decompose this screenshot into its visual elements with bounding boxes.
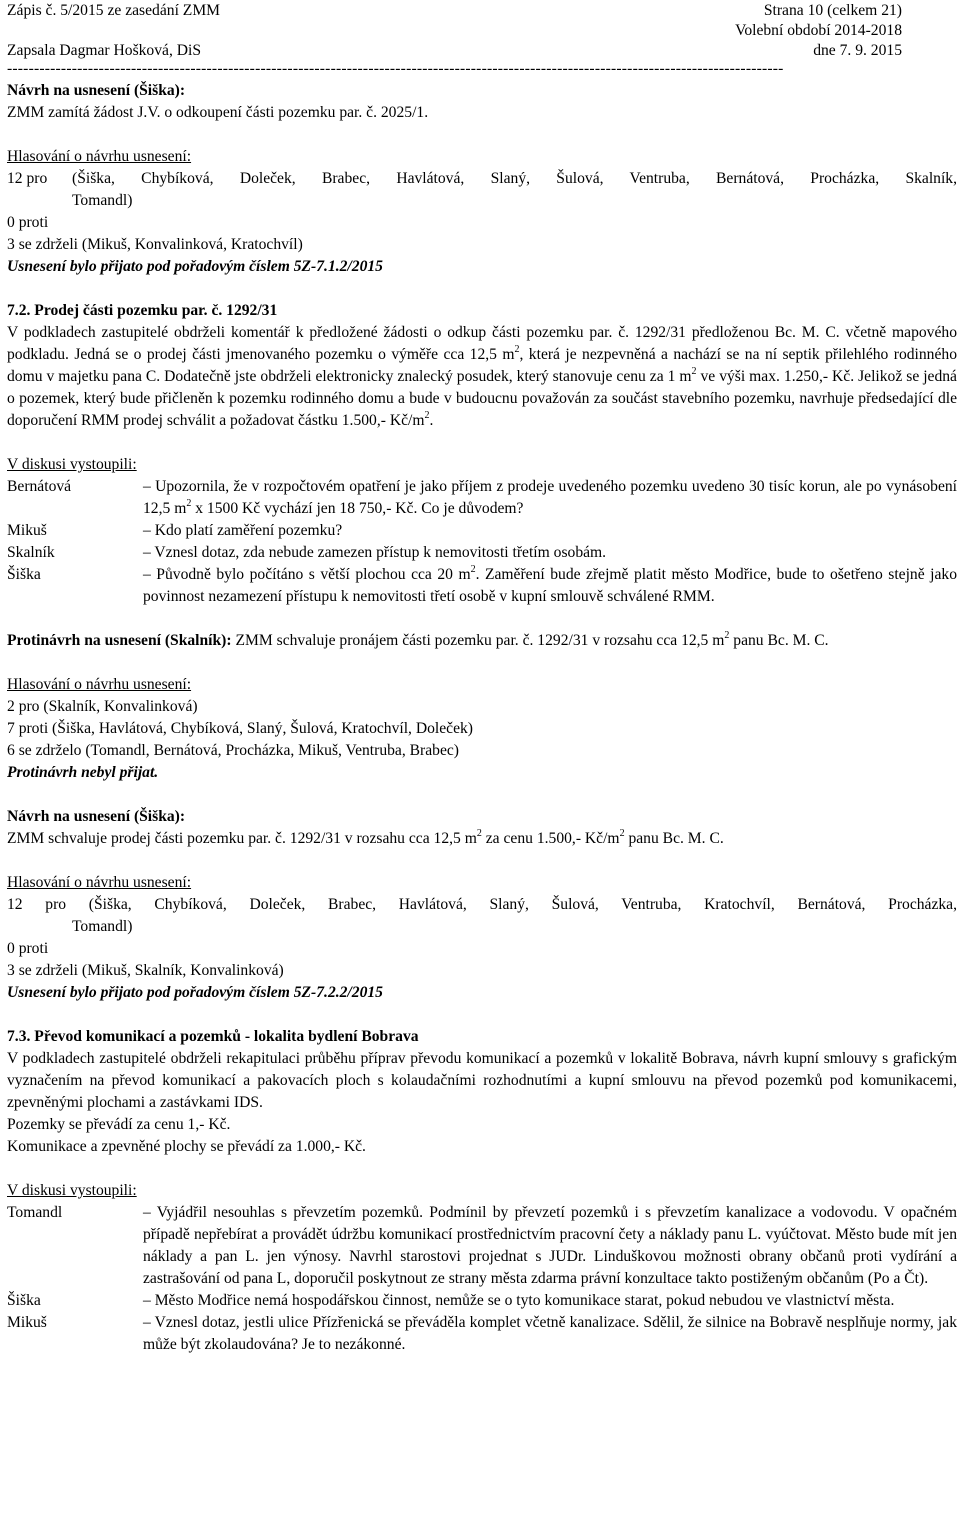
discussion-item (7, 1290, 957, 1312)
counter-proposal: Protinávrh na usnesení (Skalník): ZMM schvaluje pronájem části pozemku par. č. 1292/31 v rozsahu cca 12,5 $m^2$ panu Bc. M. C. (7, 629, 829, 649)
section-heading-7-3: 7.3. Převod komunikací a pozemků - lokalita bydlení Bobrava (7, 1028, 419, 1045)
vote-for-names: (Šiška, Chybíková, Doleček, Brabec, Havlátová, Slaný, Šulová, Ventruba, Bernátová, Procházka, Skalník, (72, 170, 957, 187)
speaker-name: Šiška (7, 566, 41, 583)
speaker-text: – Vznesl dotaz, zda nebude zamezen přístup k nemovitosti třetím osobám. (143, 544, 607, 561)
date: dne 7. 9. 2015 (813, 42, 902, 59)
section-heading-7-2: 7.2. Prodej části pozemku par. č. 1292/31 (7, 302, 278, 319)
discussion-item (7, 520, 957, 542)
election-period: Volební období 2014-2018 (735, 22, 902, 39)
discussion-heading: V diskusi vystoupili: (7, 1182, 137, 1199)
section-7-2-paragraph: V podkladech zastupitelé obdrželi komentář k předložené žádosti o odkup části pozemku par. č. 1292/31 předloženou Bc. M. C. včetně mapového podkladu. Jedná se o prodej části jmenovaného pozemku o výměře cca 12,5 $m^2$, která je nezpevněná a nachází se na ní septik přilehlého rodinného domu v majetku pana C. Dodatečně jste obdrželi elektronicky znalecký posudek, který stanovuje cenu za 1 $m^2$ ve výši max. 1.250,- Kč. Jelikož se jedná o pozemek, který bude přičleněn k pozemku rodinného domu a bude v budoucnu považován za součást stavebního pozemku, navrhuje předsedající dle doporučení RMM prodej schválit a požadovat částku 1.500,- $Kč/m^2$. (7, 324, 957, 429)
speaker-name: Mikuš (7, 1314, 47, 1331)
discussion-item (7, 1312, 957, 1356)
discussion-item (7, 1202, 957, 1290)
header-row-1 (7, 0, 957, 22)
counter-proposal-result: Protinávrh nebyl přijat. (7, 764, 159, 781)
proposal-heading: Návrh na usnesení (Šiška): (7, 82, 186, 99)
discussion-heading: V diskusi vystoupili: (7, 456, 137, 473)
section-7-3-price-roads: Komunikace a zpevněné plochy se převádí za 1.000,- Kč. (7, 1138, 366, 1155)
section-7-3-price-land: Pozemky se převádí za cenu 1,- Kč. (7, 1116, 231, 1133)
vote-against: 7 proti (Šiška, Havlátová, Chybíková, Slaný, Šulová, Kratochvíl, Doleček) (7, 720, 473, 737)
vote-heading: Hlasování o návrhu usnesení: (7, 676, 192, 693)
document-page (7, 0, 957, 1356)
vote-heading: Hlasování o návrhu usnesení: (7, 874, 192, 891)
header-divider: ------------------------------------------------------------------------------------------------------------------------------------------------ (7, 62, 784, 77)
document-title: Zápis č. 5/2015 ze zasedání ZMM (7, 2, 221, 19)
speaker-name: Tomandl (7, 1204, 63, 1221)
proposal-heading: Návrh na usnesení (Šiška): (7, 808, 186, 825)
vote-for-count: 12 pro (7, 170, 48, 187)
resolution: Usnesení bylo přijato pod pořadovým číslem 5Z-7.1.2/2015 (7, 258, 383, 275)
speaker-name: Bernátová (7, 478, 72, 495)
vote-against: 0 proti (7, 940, 49, 957)
speaker-text: – Město Modřice nemá hospodářskou činnost, nemůže se o tyto komunikace starat, pokud nebudou ve vlastnictví města. (143, 1292, 895, 1309)
author: Zapsala Dagmar Hošková, DiS (7, 42, 202, 59)
speaker-name: Skalník (7, 544, 55, 561)
discussion-item (7, 564, 957, 608)
counter-proposal-heading: Protinávrh na usnesení (Skalník): (7, 632, 232, 649)
speaker-name: Mikuš (7, 522, 47, 539)
speaker-text: – Původně bylo počítáno s větší plochou cca 20 $m^2$. Zaměření bude zřejmě platit město Modřice, bude to ošetřeno stejně jako povinnost nezamezení přístupu k nemovitosti třetí osobě v kupní smlouvě schválené RMM. (143, 563, 958, 605)
section-7-3-paragraph: V podkladech zastupitelé obdrželi rekapitulaci průběhu příprav převodu komunikací a pozemků v lokalitě Bobrava, návrh kupní smlouvy s grafickým vyznačením na převod komunikací a pakovacích ploch s kolaudačními rozhodnutími a kupní smlouvu na převod pozemků pod komunikacemi, zpevněnými plochami a zastávkami IDS. (7, 1050, 957, 1111)
proposal-text: ZMM zamítá žádost J.V. o odkoupení části pozemku par. č. 2025/1. (7, 104, 429, 121)
header-row-3 (7, 40, 957, 62)
speaker-text: – Kdo platí zaměření pozemku? (143, 522, 343, 539)
speaker-text: – Vyjádřil nesouhlas s převzetím pozemků. Podmínil by převzetí pozemků i s převzetím kanalizace a vodovodu. V opačném případě nepřebírat a provádět údržbu komunikací prostřednictvím pracovní čety a náklady panu L. vyúčtovat. Město bude mít jen náklady a pan L. jen výnosy. Navrhl starostovi projednat s JUDr. Linduškovou možnosti obrany občanů proti vydírání a zastrašování od pana L, doporučil poskytnout ze strany města zdarma právní konzultace takto postiženým občanům (Po a Čt). (143, 1204, 957, 1287)
speaker-name: Šiška (7, 1292, 41, 1309)
vote-abstain: 3 se zdrželi (Mikuš, Skalník, Konvalinková) (7, 962, 284, 979)
vote-for: 2 pro (Skalník, Konvalinková) (7, 698, 198, 715)
vote-for-names-cont: Tomandl) (72, 192, 133, 209)
vote-abstain: 6 se zdrželo (Tomandl, Bernátová, Procházka, Mikuš, Ventruba, Brabec) (7, 742, 459, 759)
discussion-item (7, 542, 957, 564)
page-number: Strana 10 (celkem 21) (763, 2, 902, 19)
vote-abstain: 3 se zdrželi (Mikuš, Konvalinková, Kratochvíl) (7, 236, 303, 253)
vote-against: 0 proti (7, 214, 49, 231)
vote-for-names-cont: Tomandl) (72, 918, 133, 935)
speaker-text: – Upozornila, že v rozpočtovém opatření je jako příjem z prodeje uvedeného pozemku uvedeno 30 tisíc korun, ale po vynásobení 12,5 $m^2$ x 1500 Kč vychází jen 18 750,- Kč. Co je důvodem? (143, 478, 957, 517)
proposal-text: ZMM schvaluje prodej části pozemku par. č. 1292/31 v rozsahu cca 12,5 $m^2$ za cenu 1.500,- $Kč/m^2$ panu Bc. M. C. (7, 827, 724, 847)
speaker-text: – Vznesl dotaz, jestli ulice Přízřenická se převáděla komplet včetně kanalizace. Sdělil, že silnice na Bobravě nesplňuje normy, jak může být zkolaudována? Je to nezákonné. (143, 1314, 957, 1353)
vote-heading: Hlasování o návrhu usnesení: (7, 148, 192, 165)
resolution: Usnesení bylo přijato pod pořadovým číslem 5Z-7.2.2/2015 (7, 984, 383, 1001)
vote-for (7, 168, 957, 190)
vote-for: 12 pro (Šiška, Chybíková, Doleček, Brabec, Havlátová, Slaný, Šulová, Ventruba, Kratochvíl, Bernátová, Procházka, (7, 896, 957, 913)
discussion-item (7, 476, 957, 520)
header-row-2 (7, 22, 957, 40)
